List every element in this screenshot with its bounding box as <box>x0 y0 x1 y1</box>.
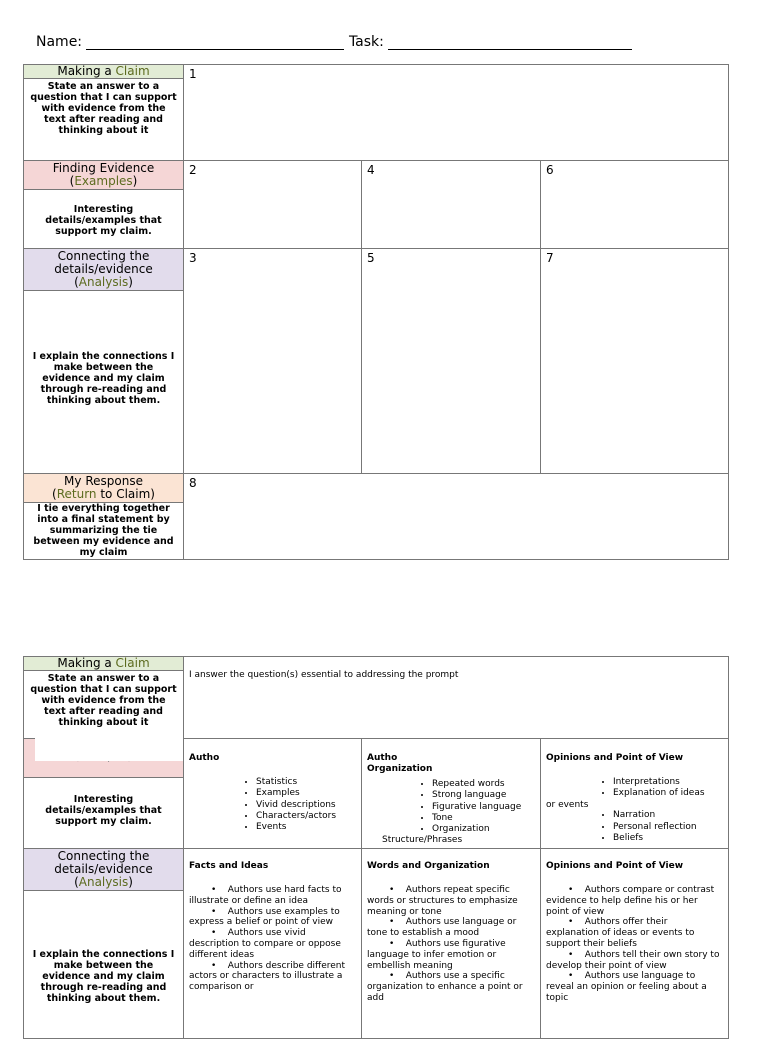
list-item: • Statistics <box>256 777 361 788</box>
list-item: • Repeated words <box>432 779 540 790</box>
claim-description: State an answer to a question that I can support with evidence from the text after reading and thinking about it <box>30 81 177 136</box>
response-description: I tie everything together into a final statement by summarizing the tie between my evidence and my claim <box>33 503 174 558</box>
list-item: • Authors use hard facts to illustrate or define an idea <box>189 885 342 906</box>
evidence-box-6[interactable] <box>541 161 729 249</box>
evidence-label-cell <box>24 161 184 249</box>
evidence-title: Finding Evidence (Examples) <box>24 161 183 190</box>
white-overlay <box>35 735 183 761</box>
evidence-types-opinions <box>541 739 729 849</box>
list-item: • Vivid descriptions <box>256 800 361 811</box>
response-box-8[interactable] <box>184 474 729 560</box>
list-item: • Explanation of ideas <box>613 788 728 799</box>
col-heading: Autho Organization <box>367 753 433 774</box>
worksheet-header <box>36 34 632 50</box>
analysis-words-organization <box>362 849 541 1039</box>
evidence-types-words <box>362 739 541 849</box>
list-item: • Strong language <box>432 790 540 801</box>
name-field[interactable] <box>86 35 344 50</box>
evidence-types-facts <box>184 739 362 849</box>
claim-description-2: State an answer to a question that I can support with evidence from the text after reading and thinking about it <box>30 673 177 728</box>
analysis-list <box>362 875 540 1004</box>
analysis-box-3[interactable] <box>184 249 362 474</box>
list-item: • Authors use vivid description to compare or oppose different ideas <box>189 928 341 960</box>
connecting-description: I explain the connections I make between the evidence and my claim through re-reading and thinking about them. <box>32 351 175 406</box>
claim-guidance <box>184 657 729 739</box>
response-label-cell <box>24 474 184 560</box>
box-number: 5 <box>367 251 375 265</box>
connecting-title: Connecting the details/evidence (Analysis) <box>24 249 183 291</box>
list-item: • Authors use language to reveal an opinion or feeling about a topic <box>546 971 707 1003</box>
claim-label-cell-2 <box>24 657 184 739</box>
evidence-box-2[interactable] <box>184 161 362 249</box>
list-item: • Examples <box>256 788 361 799</box>
analysis-list <box>184 875 361 993</box>
list-item: • Interpretations <box>613 777 728 788</box>
list-item: • Beliefs <box>613 833 728 844</box>
col-heading: Opinions and Point of View <box>546 861 684 871</box>
list-item: • Narration <box>613 810 728 821</box>
name-label: Name: <box>36 34 83 50</box>
col-heading: Opinions and Point of View <box>546 753 684 763</box>
evidence-box-4[interactable] <box>362 161 541 249</box>
list-item: • Personal reflection <box>613 822 728 833</box>
list-item: • Figurative language <box>432 802 540 813</box>
response-title: My Response (Return to Claim) <box>24 474 183 503</box>
box-number: 2 <box>189 163 197 177</box>
list-item: • Authors use examples to express a belief or point of view <box>189 906 340 928</box>
list-item-wrap: or events <box>546 799 589 810</box>
connecting-label-cell <box>24 249 184 474</box>
list-item: • Characters/actors <box>256 811 361 822</box>
evidence-list <box>184 777 361 833</box>
col-heading: Autho <box>189 753 220 763</box>
box-number: 4 <box>367 163 375 177</box>
claim-title: Making a Claim <box>24 65 183 79</box>
task-label: Task: <box>348 34 384 50</box>
analysis-box-5[interactable] <box>362 249 541 474</box>
claim-label-cell <box>24 65 184 161</box>
list-item: • Tone <box>432 813 540 824</box>
list-item: • Authors use figurative language to infer emotion or embellish meaning <box>367 938 506 971</box>
evidence-list <box>541 777 728 800</box>
claim-evidence-reference <box>23 656 729 1039</box>
list-item: • Authors offer their explanation of ideas or events to support their beliefs <box>546 917 695 949</box>
connecting-label-cell-2 <box>24 849 184 1039</box>
claim-answer-box[interactable] <box>184 65 729 161</box>
evidence-description: Interesting details/examples that support my claim. <box>45 204 162 237</box>
box-number: 6 <box>546 163 554 177</box>
analysis-facts-ideas <box>184 849 362 1039</box>
task-field[interactable] <box>388 35 632 50</box>
list-item: • Authors repeat specific words or structures to emphasize meaning or tone <box>367 885 518 917</box>
box-number: 8 <box>189 476 197 490</box>
claim-guidance-text: I answer the question(s) essential to addressing the prompt <box>189 670 459 680</box>
box-number: 3 <box>189 251 197 265</box>
claim-title-2: Making a Claim <box>24 657 183 671</box>
list-item: • Authors tell their own story to develop their point of view <box>546 949 720 971</box>
evidence-list <box>541 810 728 844</box>
connecting-description-2: I explain the connections I make between the evidence and my claim through re-reading and thinking about them. <box>32 949 175 1004</box>
col-heading: Words and Organization <box>367 861 490 871</box>
analysis-box-7[interactable] <box>541 249 729 474</box>
list-item: • Organization <box>432 824 540 835</box>
box-number: 1 <box>189 67 197 81</box>
box-number: 7 <box>546 251 554 265</box>
list-item: • Authors use a specific organization to enhance a point or add <box>367 971 523 1003</box>
connecting-title-2: Connecting the details/evidence (Analysis) <box>24 849 183 891</box>
claim-evidence-organizer <box>23 64 729 560</box>
list-item: • Authors compare or contrast evidence to help define his or her point of view <box>546 885 715 917</box>
list-item: • Authors describe different actors or characters to illustrate a comparison or <box>189 960 346 993</box>
evidence-description-2: Interesting details/examples that support my claim. <box>45 794 162 827</box>
analysis-list <box>541 875 728 1004</box>
evidence-list <box>362 779 540 835</box>
analysis-opinions-pov <box>541 849 729 1039</box>
col-heading: Facts and Ideas <box>189 861 269 871</box>
list-item-wrap: Structure/Phrases <box>382 835 463 846</box>
list-item: • Events <box>256 822 361 833</box>
list-item: • Authors use language or tone to establish a mood <box>367 917 517 939</box>
